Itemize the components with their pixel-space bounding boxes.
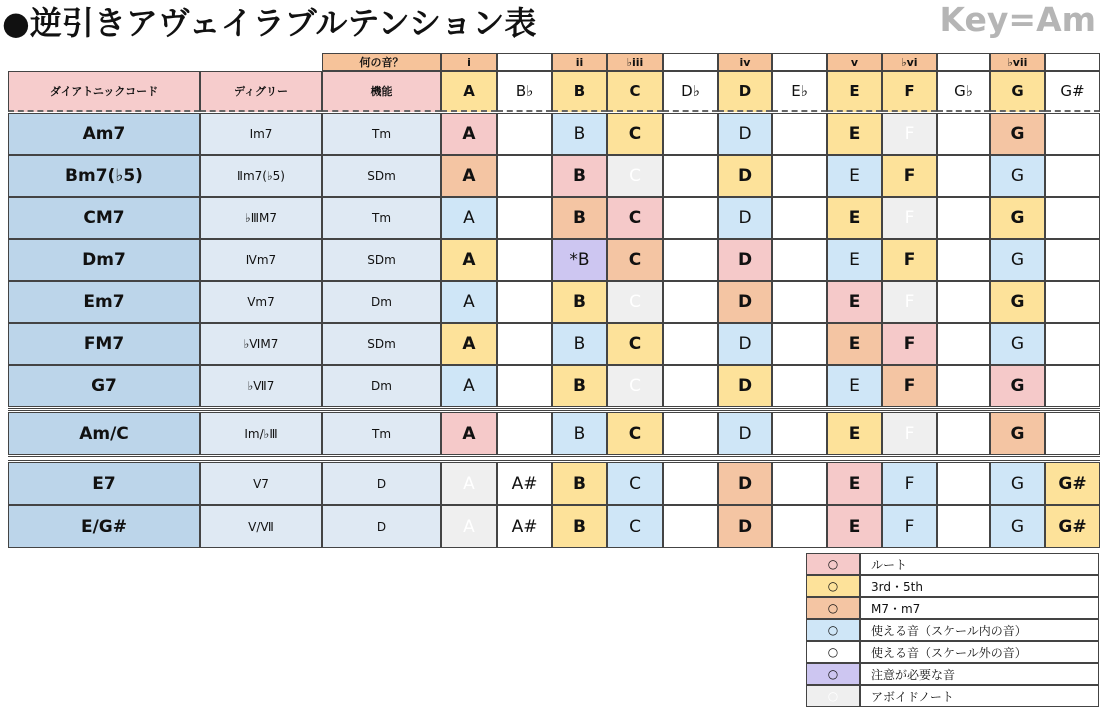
note-cell: D [718,113,772,155]
chord-cell: E/G# [8,505,200,548]
note-cell: C [607,323,663,365]
header-cell: D♭ [663,71,718,112]
note-cell: C [607,462,663,505]
legend-swatch: ○ [806,619,860,641]
legend-label: 3rd・5th [860,575,1099,597]
header-cell: E♭ [772,71,827,112]
note-cell: A [441,462,497,505]
note-cell: C [607,113,663,155]
top-header-cell: iv [718,53,772,71]
top-header-cell [772,53,827,71]
legend-swatch: ○ [806,575,860,597]
note-cell: B [552,412,607,455]
top-header-cell: 何の音？ [322,53,441,71]
legend-swatch: ○ [806,663,860,685]
note-cell [1045,239,1100,281]
note-cell [663,239,718,281]
note-cell [663,155,718,197]
header-cell: ダイアトニックコード [8,71,200,112]
degree-cell: Ⅴm7 [200,281,322,323]
note-cell: D [718,365,772,407]
note-cell: G [990,365,1045,407]
chord-cell: G7 [8,365,200,407]
note-cell: E [827,462,882,505]
header-cell: C [607,71,663,112]
note-cell: D [718,155,772,197]
note-cell: A [441,412,497,455]
header-cell: F [882,71,937,112]
legend-label: 使える音（スケール内の音） [860,619,1099,641]
chord-cell: Bm7(♭5) [8,155,200,197]
degree-cell: ♭ⅢM7 [200,197,322,239]
degree-cell: Ⅴ/Ⅶ [200,505,322,548]
header-cell: D [718,71,772,112]
header-cell: G♭ [937,71,990,112]
note-cell: F [882,197,937,239]
chord-cell: Am7 [8,113,200,155]
note-cell: F [882,412,937,455]
note-cell [663,412,718,455]
legend-label: M7・m7 [860,597,1099,619]
note-cell [663,462,718,505]
top-header-cell [497,53,552,71]
note-cell [1045,323,1100,365]
function-cell: SDm [322,323,441,365]
note-cell [772,505,827,548]
note-cell: F [882,323,937,365]
note-cell: C [607,197,663,239]
note-cell: A [441,365,497,407]
note-cell [497,155,552,197]
note-cell: B [552,365,607,407]
function-cell: Tm [322,113,441,155]
note-cell: C [607,505,663,548]
header-cell: G [990,71,1045,112]
note-cell [1045,113,1100,155]
note-cell [1045,365,1100,407]
note-cell: G [990,239,1045,281]
note-cell [497,239,552,281]
note-cell: A [441,323,497,365]
note-cell: F [882,505,937,548]
chord-cell: CM7 [8,197,200,239]
header-cell: E [827,71,882,112]
function-cell: SDm [322,239,441,281]
group-separator [8,408,1100,411]
note-cell [772,323,827,365]
degree-cell: Ⅴ7 [200,462,322,505]
note-cell [497,113,552,155]
note-cell [1045,155,1100,197]
note-cell [663,323,718,365]
note-cell [772,281,827,323]
note-cell: D [718,412,772,455]
note-cell [663,197,718,239]
legend-label: 使える音（スケール外の音） [860,641,1099,663]
note-cell: G# [1045,505,1100,548]
note-cell: E [827,155,882,197]
note-cell: D [718,323,772,365]
note-cell: D [718,197,772,239]
note-cell [1045,197,1100,239]
legend-label: 注意が必要な音 [860,663,1099,685]
note-cell: G [990,505,1045,548]
note-cell [772,113,827,155]
note-cell: C [607,281,663,323]
note-cell: A [441,239,497,281]
note-cell [937,323,990,365]
note-cell [497,197,552,239]
degree-cell: Ⅱm7(♭5) [200,155,322,197]
note-cell: B [552,281,607,323]
function-cell: Tm [322,197,441,239]
chord-cell: Am/C [8,412,200,455]
note-cell: F [882,281,937,323]
function-cell: D [322,462,441,505]
note-cell [937,239,990,281]
note-cell: G [990,323,1045,365]
note-cell: E [827,281,882,323]
note-cell: G [990,462,1045,505]
note-cell [937,155,990,197]
group-separator [8,456,1100,461]
note-cell: D [718,239,772,281]
note-cell [937,412,990,455]
header-cell: ディグリー [200,71,322,112]
note-cell: G [990,412,1045,455]
note-cell [937,113,990,155]
note-cell: A [441,197,497,239]
note-cell: C [607,239,663,281]
degree-cell: ♭Ⅶ7 [200,365,322,407]
note-cell [1045,281,1100,323]
note-cell: E [827,113,882,155]
top-header-cell: i [441,53,497,71]
key-label: Key=Am [939,0,1096,39]
note-cell: A [441,281,497,323]
note-cell: D [718,505,772,548]
legend-swatch: ○ [806,553,860,575]
top-header-cell: ♭iii [607,53,663,71]
note-cell: E [827,505,882,548]
note-cell: C [607,365,663,407]
function-cell: Dm [322,365,441,407]
note-cell: B [552,113,607,155]
note-cell: F [882,113,937,155]
function-cell: Tm [322,412,441,455]
note-cell: G [990,197,1045,239]
legend-label: アボイドノート [860,685,1099,707]
note-cell: A [441,155,497,197]
chord-cell: FM7 [8,323,200,365]
note-cell: G [990,155,1045,197]
note-cell [772,239,827,281]
note-cell [937,365,990,407]
note-cell [1045,412,1100,455]
top-header-cell: ♭vi [882,53,937,71]
legend-swatch: ○ [806,641,860,663]
note-cell: E [827,323,882,365]
note-cell [663,281,718,323]
note-cell: B [552,323,607,365]
chord-cell: Dm7 [8,239,200,281]
note-cell [663,113,718,155]
top-header-cell [663,53,718,71]
degree-cell: ♭ⅥM7 [200,323,322,365]
top-header-cell: v [827,53,882,71]
note-cell: D [718,462,772,505]
note-cell: G [990,281,1045,323]
top-header-cell [1045,53,1100,71]
note-cell: B [552,197,607,239]
function-cell: Dm [322,281,441,323]
header-cell: A [441,71,497,112]
note-cell: B [552,155,607,197]
header-cell: B [552,71,607,112]
degree-cell: Ⅳm7 [200,239,322,281]
page-title: ●逆引きアヴェイラブルテンション表 [2,4,537,42]
chord-cell: Em7 [8,281,200,323]
note-cell: E [827,197,882,239]
note-cell [663,505,718,548]
header-cell: G# [1045,71,1100,112]
top-header-cell: ii [552,53,607,71]
note-cell: G# [1045,462,1100,505]
note-cell: A [441,113,497,155]
function-cell: D [322,505,441,548]
note-cell: F [882,365,937,407]
note-cell: B [552,505,607,548]
degree-cell: Ⅰm/♭Ⅲ [200,412,322,455]
note-cell [772,365,827,407]
note-cell: D [718,281,772,323]
note-cell: A [441,505,497,548]
note-cell [772,155,827,197]
note-cell: A# [497,462,552,505]
note-cell: C [607,412,663,455]
note-cell: B [552,462,607,505]
legend-label: ルート [860,553,1099,575]
note-cell [937,197,990,239]
degree-cell: Ⅰm7 [200,113,322,155]
note-cell: C [607,155,663,197]
note-cell: E [827,412,882,455]
note-cell [937,462,990,505]
note-cell [663,365,718,407]
legend-swatch: ○ [806,685,860,707]
note-cell: A# [497,505,552,548]
note-cell [497,412,552,455]
note-cell [497,281,552,323]
note-cell: E [827,365,882,407]
note-cell: F [882,462,937,505]
note-cell [772,462,827,505]
function-cell: SDm [322,155,441,197]
note-cell: F [882,155,937,197]
note-cell: *B [552,239,607,281]
note-cell [772,197,827,239]
note-cell [937,505,990,548]
chord-cell: E7 [8,462,200,505]
note-cell [772,412,827,455]
note-cell: E [827,239,882,281]
note-cell [937,281,990,323]
header-cell: 機能 [322,71,441,112]
top-header-cell [937,53,990,71]
top-header-cell: ♭vii [990,53,1045,71]
legend-swatch: ○ [806,597,860,619]
header-cell: B♭ [497,71,552,112]
note-cell [497,323,552,365]
note-cell [497,365,552,407]
note-cell: F [882,239,937,281]
note-cell: G [990,113,1045,155]
